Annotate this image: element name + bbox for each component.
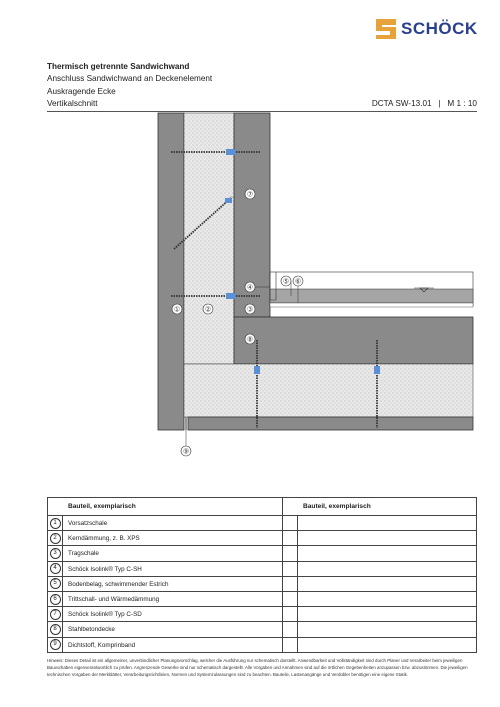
drawing-scale: M 1 : 10 [447, 98, 477, 108]
marker-8: ⑧ [246, 336, 254, 344]
legend-row: 3 Tragschale [48, 546, 282, 561]
marker-3: ③ [246, 306, 254, 314]
legend-row: 4 Schöck Isolink® Typ C-SH [48, 562, 282, 577]
legend-row-empty [283, 516, 476, 531]
marker-5: ⑤ [282, 278, 290, 286]
legend-column-right [283, 498, 476, 652]
impact-sound-layer [270, 303, 473, 307]
legend-table [47, 497, 477, 653]
drawing-code: DCTA SW-13.01 [371, 98, 432, 108]
marker-6: ⑥ [294, 278, 302, 286]
legend-row-empty [283, 622, 476, 637]
subtitle-connection: Anschluss Sandwichwand an Deckenelement [47, 74, 213, 84]
marker-1: ① [173, 306, 181, 314]
legend-row: 6 Trittschall- und Wärmedämmung [48, 592, 282, 607]
legend-row: 2 Kerndämmung, z. B. XPS [48, 531, 282, 546]
legend-row: 9 Dichtstoff, Komprinband [48, 638, 282, 653]
code-separator: | [438, 98, 441, 108]
page-title: Thermisch getrennte Sandwichwand [47, 62, 190, 71]
soffit-insulation [184, 364, 473, 417]
brand-name: SCHÖCK [401, 19, 478, 38]
legend-row-empty [283, 592, 476, 607]
marker-4: ④ [246, 284, 254, 292]
view-type: Vertikalschnitt [47, 98, 98, 108]
legend-header-right: Bauteil, exemplarisch [283, 498, 476, 516]
legend-row-empty [283, 531, 476, 546]
legend-row-empty [283, 562, 476, 577]
legend-row: 8 Stahlbetondecke [48, 622, 282, 637]
legend-column-left [48, 498, 283, 652]
concrete-slab [234, 317, 473, 364]
legend-row-empty [283, 638, 476, 653]
legend-row-empty [283, 607, 476, 622]
facing-shell [158, 113, 184, 430]
legend-row-empty [283, 577, 476, 592]
marker-7: ⑦ [246, 191, 254, 199]
marker-2: ② [204, 306, 212, 314]
legend-row: 7 Schöck Isolink® Typ C-SD [48, 607, 282, 622]
legend-row: 1 Vorsatzschale [48, 516, 282, 531]
legend-row: 5 Bodenbelag, schwimmender Estrich [48, 577, 282, 592]
subtitle-corner: Auskragende Ecke [47, 86, 116, 96]
screed-layer [270, 289, 473, 303]
disclaimer-note: Hinweis: Dieses Detail ist ein allgemeiner, unverbindlicher Planungsvorschlag, welcher die Ausführung nur schematisch darstellt. Anwendbarkeit und Vollständigkeit sind durch Planer und Verarbeiter beim jeweiligen Bauvorhaben eigenverantwortlich zu prüfen. Angrenzende Gewerke sind nur schematisch dargestellt. Alle Vorgaben und Annahmen sind auf die örtlichen Gegebenheiten anzupassen bzw. abzustimmen. Die jeweiligen technischen Vorgaben der Merkblätter, Verarbeitungsrichtlinien, Normen und Systemzulassungen sind zu beachten. Bauteile, Lastenangänge und Verdübler benötigen eine eigene Statik. [47, 658, 468, 678]
legend-header-left: Bauteil, exemplarisch [48, 498, 282, 516]
legend-row-empty [283, 546, 476, 561]
soffit-facing-shell [188, 417, 473, 430]
marker-9: ⑨ [182, 448, 190, 456]
